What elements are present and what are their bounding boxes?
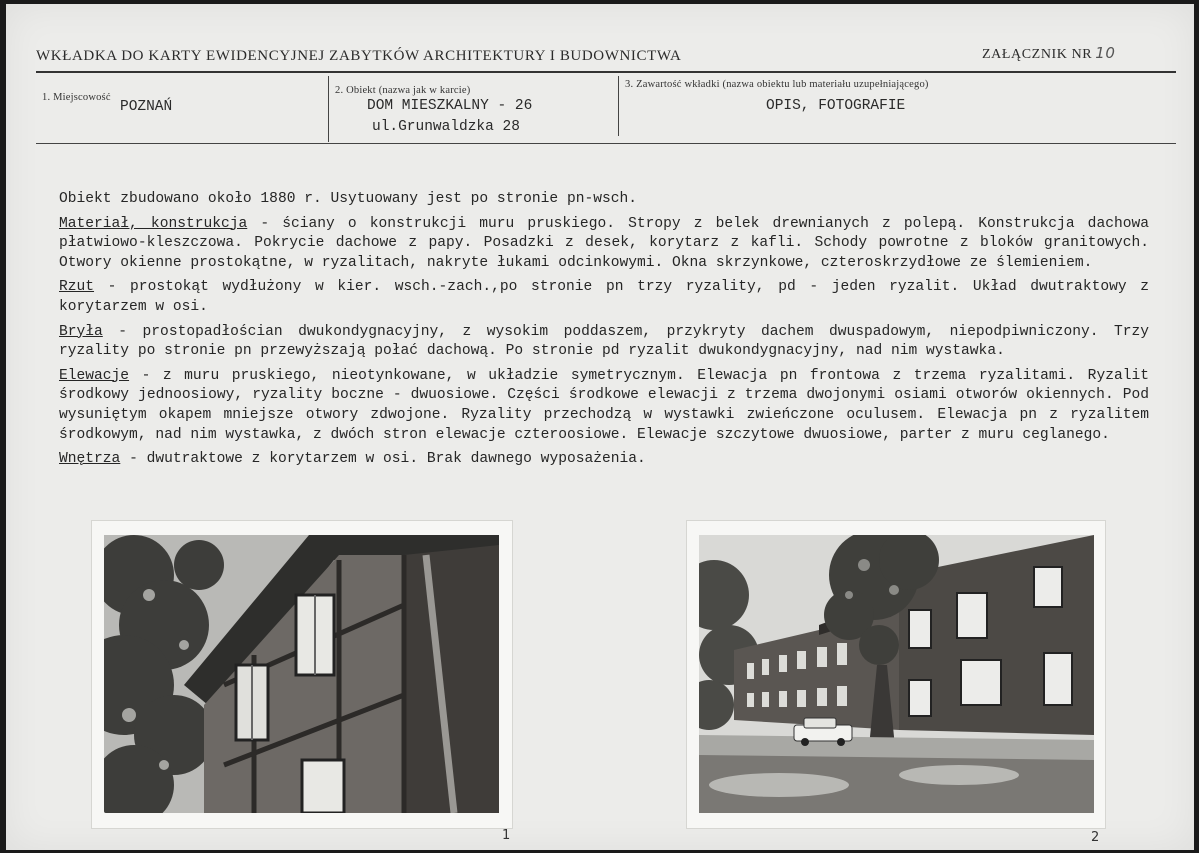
- intro-paragraph: Obiekt zbudowano około 1880 r. Usytuowany jest po stronie pn-wsch.: [59, 191, 638, 207]
- paragraph-elevations: [59, 367, 1149, 445]
- paragraph-plan: [59, 278, 1149, 317]
- photo-card-1: [92, 521, 512, 843]
- photo-number-1: 1: [502, 828, 511, 843]
- heading-mass: Bryła: [59, 323, 103, 340]
- text-interiors: - dwutraktowe z korytarzem w osi. Brak dawnego wyposażenia.: [120, 451, 646, 468]
- object-label: 2. Obiekt (nazwa jak w karcie): [335, 85, 471, 96]
- photo-building-facade: [699, 535, 1094, 813]
- form-title: WKŁADKA DO KARTY EWIDENCYJNEJ ZABYTKÓW ARCHITEKTURY I BUDOWNICTWA: [36, 48, 682, 64]
- description-text: [59, 190, 1149, 475]
- header-rule-top: [36, 71, 1176, 73]
- object-value: DOM MIESZKALNY - 26: [367, 98, 533, 114]
- annex-number: 10: [1095, 44, 1116, 62]
- field-divider-2: [618, 76, 619, 136]
- photo-number-2: 2: [1091, 830, 1100, 845]
- location-value: POZNAŃ: [120, 99, 173, 115]
- object-address: ul.Grunwaldzka 28: [372, 119, 520, 135]
- heading-elevations: Elewacje: [59, 367, 130, 384]
- text-elevations: - z muru pruskiego, nieotynkowane, w układzie symetrycznym. Elewacja pn frontowa z trzema ryzalitami. Ryzalit środkowy jednoosiowy, ryzality boczne - dwuosiowe. Części środkowe elewacji z trzema dwojonymi osiami otworów okiennych. Pod wysuniętym okapem mniejsze otwory zdwojone. Ryzality przechodzą w wystawki zwieńczone oculusem. Elewacja pn z ryzalitem środkowym, nad nim wystawka, z dwóch stron elewacje czteroosiowe. Elewacje szczytowe dwuosiowe, parter z muru ceglanego.: [59, 367, 1149, 443]
- field-divider-1: [328, 76, 329, 142]
- contents-value: OPIS, FOTOGRAFIE: [766, 98, 906, 114]
- record-sheet: [6, 4, 1194, 850]
- photo-building-corner: [104, 535, 499, 813]
- location-label: 1. Miejscowość: [42, 92, 111, 103]
- paragraph-interiors: [59, 450, 1149, 470]
- annex-label: [982, 44, 1116, 63]
- annex-text: ZAŁĄCZNIK NR: [982, 47, 1093, 62]
- heading-interiors: Wnętrza: [59, 451, 121, 468]
- text-plan: - prostokąt wydłużony w kier. wsch.-zach.,po stronie pn trzy ryzality, pd - jeden ryzalit. Układ dwutraktowy z korytarzem w osi.: [59, 279, 1149, 315]
- header-rule-bottom: [36, 143, 1176, 144]
- paragraph-mass: [59, 323, 1149, 362]
- photo-card-2: [687, 521, 1105, 845]
- heading-material: Materiał, konstrukcja: [59, 215, 248, 232]
- heading-plan: Rzut: [59, 279, 95, 296]
- text-mass: - prostopadłościan dwukondygnacyjny, z wysokim poddaszem, przykryty dachem dwuspadowym, niepodpiwniczony. Trzy ryzality po stronie pn przewyższają połać dachową. Po stronie pd ryzalit dwukondygnacyjny, nad nim wystawka.: [59, 323, 1149, 360]
- text-material: - ściany o konstrukcji muru pruskiego. Stropy z belek drewnianych z polepą. Konstrukcja dachowa płatwiowo-kleszczowa. Pokrycie dachowe z papy. Posadzki z desek, korytarz z kafli. Schody powrotne z bloków granitowych. Otwory okienne prostokątne, w ryzalitach, nakryte łukami odcinkowymi. Okna skrzynkowe, czteroskrzydłowe ze ślemieniem.: [59, 215, 1149, 271]
- paragraph-material: [59, 215, 1149, 274]
- contents-label: 3. Zawartość wkładki (nazwa obiektu lub materiału uzupełniającego): [625, 79, 929, 90]
